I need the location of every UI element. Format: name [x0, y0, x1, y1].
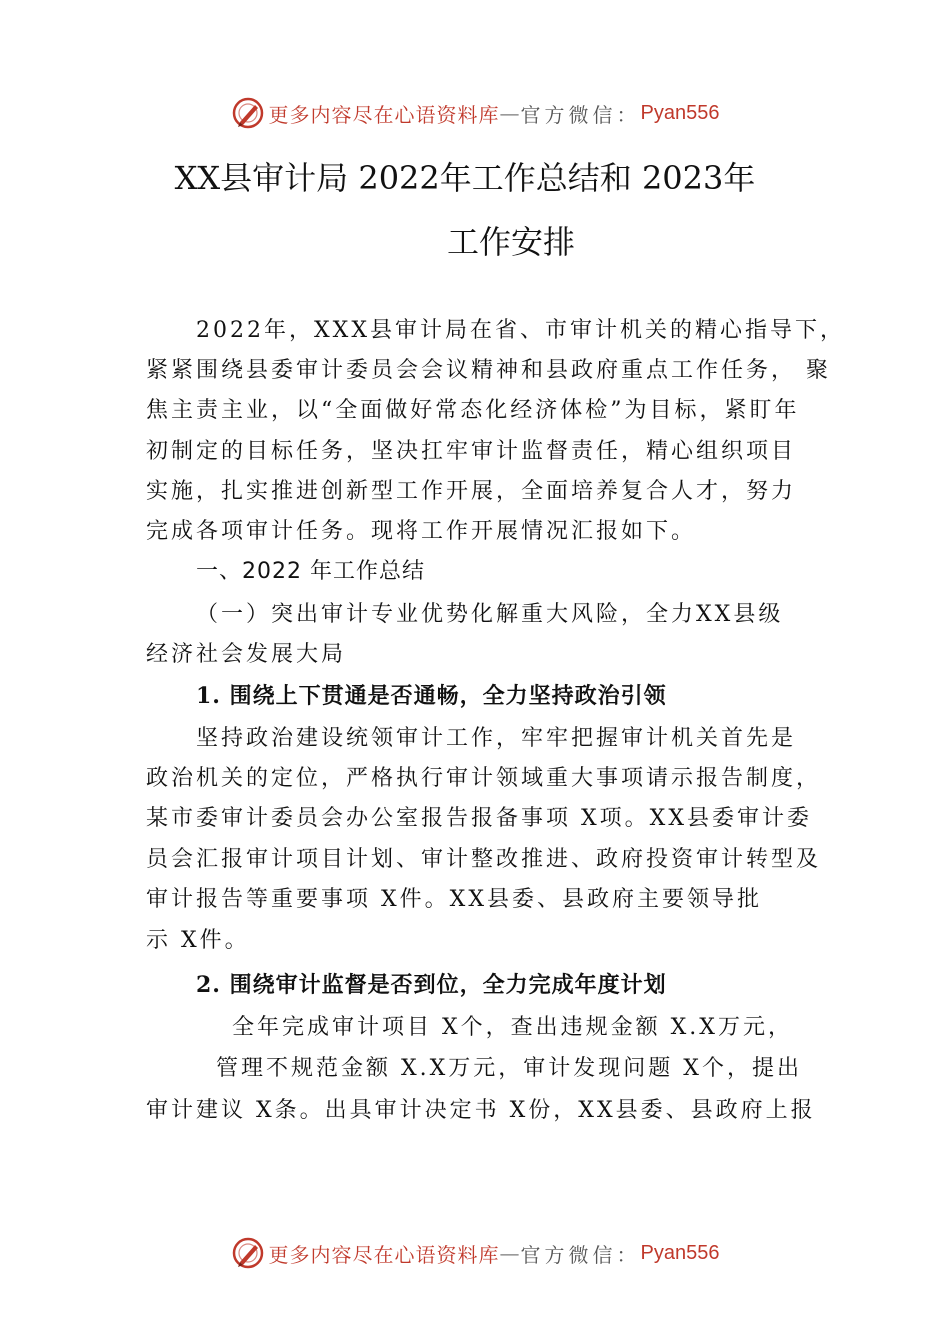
watermark-official-label: 官方微信：	[520, 1242, 641, 1267]
paragraph-1-line-2: 紧紧围绕县委审计委员会会议精神和县政府重点工作任务， 聚	[146, 358, 831, 383]
watermark-wechat-id: Pyan556	[640, 1241, 720, 1264]
paragraph-3-line-3: 审计建议 X条。出具审计决定书 X份，XX县委、县政府上报	[146, 1098, 816, 1123]
section-heading-1: 一、2022 年工作总结	[196, 559, 425, 584]
watermark-brand: 更多内容尽在心语资料库	[268, 1242, 500, 1267]
paragraph-3-line-1: 全年完成审计项目 X个，查出违规金额 X.X万元，	[232, 1015, 793, 1040]
paragraph-1-line-6: 完成各项审计任务。现将工作开展情况汇报如下。	[146, 519, 697, 544]
paragraph-2-line-2: 政治机关的定位，严格执行审计领域重大事项请示报告制度，	[146, 766, 822, 791]
watermark-wechat-id: Pyan556	[640, 101, 720, 124]
watermark-official-label: 官方微信：	[520, 102, 641, 127]
paragraph-1-line-1: 2022年，XXX县审计局在省、市审计机关的精心指导下，	[196, 318, 845, 343]
subsection-heading-line-1: （一）突出审计专业优势化解重大风险，全力XX县级	[196, 602, 784, 627]
watermark-brand: 更多内容尽在心语资料库	[268, 102, 500, 127]
paragraph-2-line-3: 某市委审计委员会办公室报告报备事项 X项。XX县委审计委	[146, 806, 812, 831]
watermark-dash: —	[499, 1241, 521, 1265]
paragraph-1-line-5: 实施，扎实推进创新型工作开展，全面培养复合人才，努力	[146, 479, 797, 504]
watermark-dash: —	[499, 101, 521, 125]
pen-logo-icon	[231, 1236, 265, 1270]
subsection-heading-line-2: 经济社会发展大局	[146, 642, 347, 667]
paragraph-2-line-5: 审计报告等重要事项 X件。XX县委、县政府主要领导批	[146, 887, 762, 912]
paragraph-3-line-2: 管理不规范金额 X.X万元，审计发现问题 X个，提出	[216, 1056, 802, 1081]
document-title-line-2: 工作安排	[446, 223, 575, 261]
paragraph-2-line-6: 示 X件。	[146, 928, 250, 953]
paragraph-1-line-4: 初制定的目标任务，坚决扛牢审计监督责任，精心组织项目	[146, 439, 797, 464]
watermark-header	[0, 96, 950, 130]
item-heading-1: 1. 围绕上下贯通是否通畅，全力坚持政治引领	[196, 683, 667, 709]
watermark-footer	[0, 1236, 950, 1270]
document-title-line-1: XX县审计局 2022年工作总结和 2023年	[174, 159, 756, 197]
pen-logo-icon	[231, 96, 265, 130]
paragraph-2-line-4: 员会汇报审计项目计划、审计整改推进、政府投资审计转型及	[146, 847, 822, 872]
item-heading-2: 2. 围绕审计监督是否到位，全力完成年度计划	[196, 972, 667, 998]
paragraph-2-line-1: 坚持政治建设统领审计工作，牢牢把握审计机关首先是	[196, 726, 797, 751]
paragraph-1-line-3: 焦主责主业，以“全面做好常态化经济体检”为目标，紧盯年	[146, 398, 800, 423]
